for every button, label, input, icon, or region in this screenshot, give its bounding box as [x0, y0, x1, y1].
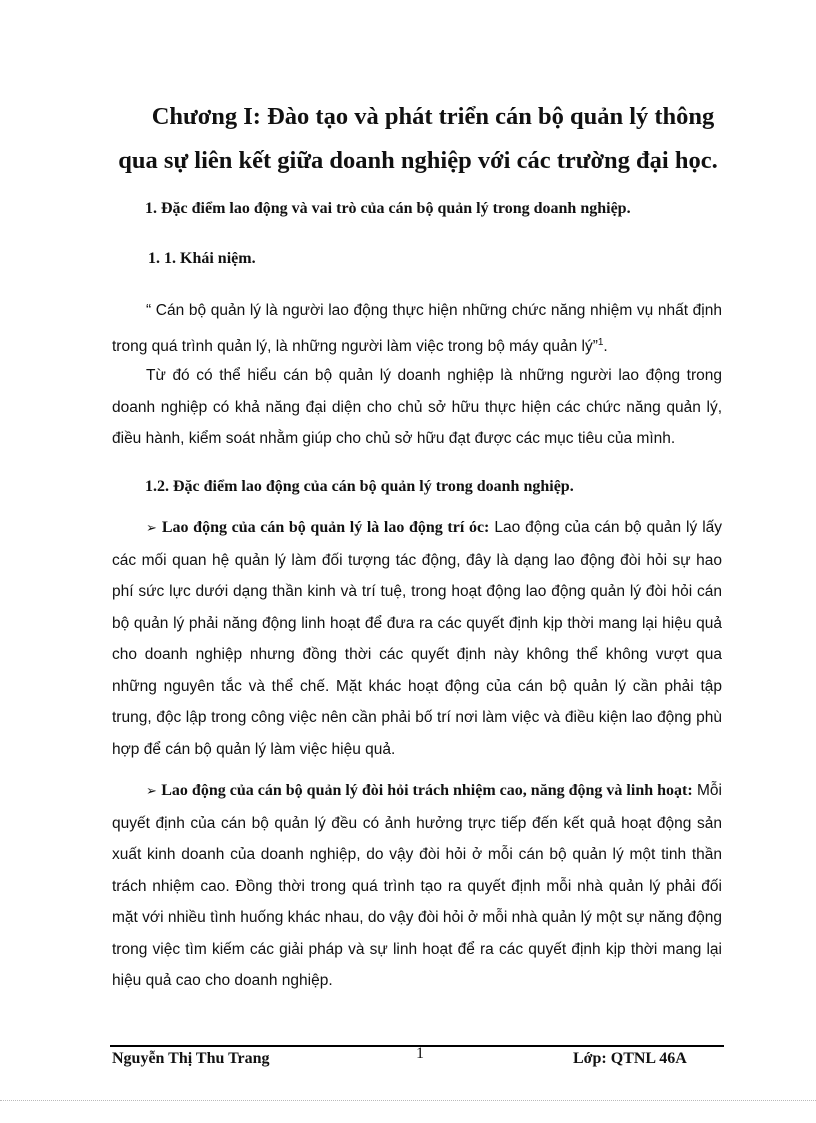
- arrow-bullet-icon: ➢: [146, 784, 157, 799]
- bullet-text: Lao động của cán bộ quản lý lấy các mối quan hệ quản lý làm đối tượng tác động, đây là dạng lao động đòi hỏi sự hao phí sức lực dưới dạng thần kinh và trí tuệ, trong hoạt động lao động quản lý đòi hỏi cán bộ quản lý phải năng động linh hoạt để đưa ra các quyết định kịp thời mang lại hiệu quả cho doanh nghiệp nhưng đồng thời các quyết định này không thể không vượt qua những nguyên tắc và thể chế. Mặt khác hoạt động của cán bộ quản lý cần phải tập trung, độc lập trong công việc nên cần phải bố trí nơi làm việc và điều kiện lao động phù hợp để cán bộ quản lý làm việc hiệu quả.: [112, 519, 723, 758]
- footer-author: Nguyễn Thị Thu Trang: [112, 1050, 270, 1067]
- bullet-lead: Lao động của cán bộ quản lý là lao động trí óc:: [161, 519, 490, 536]
- page-break-divider: [0, 1100, 816, 1101]
- section-1-1-heading: 1. 1. Khái niệm.: [148, 250, 256, 267]
- explanation-paragraph: Từ đó có thể hiểu cán bộ quản lý doanh nghiệp là những người lao động trong doanh nghiệp có khả năng đại diện cho chủ sở hữu thực hiện các chức năng quản lý, điều hành, kiểm soát nhằm giúp cho chủ sở hữu đạt được các mục tiêu của mình.: [112, 367, 722, 447]
- bullet-item: [112, 775, 722, 997]
- section-1-heading: 1. Đặc điểm lao động và vai trò của cán bộ quản lý trong doanh nghiệp.: [145, 200, 631, 217]
- footer-class: Lớp: QTNL 46A: [573, 1050, 687, 1067]
- page-number: 1: [416, 1045, 424, 1062]
- footnote-reference: 1: [597, 336, 604, 348]
- bullet-item: [112, 512, 722, 765]
- bullet-lead: Lao động của cán bộ quản lý đòi hỏi trách nhiệm cao, năng động và linh hoạt:: [161, 782, 693, 799]
- definition-period: .: [603, 337, 608, 355]
- arrow-bullet-icon: ➢: [146, 521, 157, 536]
- section-1-2-heading: 1.2. Đặc điểm lao động của cán bộ quản lý trong doanh nghiệp.: [145, 478, 574, 495]
- bullet-text: Mỗi quyết định của cán bộ quản lý đều có ảnh hưởng trực tiếp đến kết quả hoạt động sản xuất kinh doanh của doanh nghiệp, do vậy đòi hỏi ở mỗi cán bộ quản lý một tinh thần trách nhiệm cao. Đồng thời trong quá trình tạo ra quyết định mỗi nhà quản lý phải đối mặt với nhiều tình huống khác nhau, do vậy đòi hỏi ở mỗi nhà quản lý một sự năng động trong việc tìm kiếm các giải pháp và sự linh hoạt để ra các quyết định kịp thời mang lại hiệu quả cao cho doanh nghiệp.: [112, 782, 722, 989]
- definition-quote: “ Cán bộ quản lý là người lao động thực hiện những chức năng nhiệm vụ nhất định trong quá trình quản lý, là những người làm việc trong bộ máy quản lý”: [112, 302, 722, 355]
- chapter-title-line-1: Chương I: Đào tạo và phát triển cán bộ quản lý thông: [151, 103, 715, 130]
- definition-paragraph: [112, 295, 722, 362]
- chapter-title-line-2: qua sự liên kết giữa doanh nghiệp với các trường đại học.: [118, 147, 718, 174]
